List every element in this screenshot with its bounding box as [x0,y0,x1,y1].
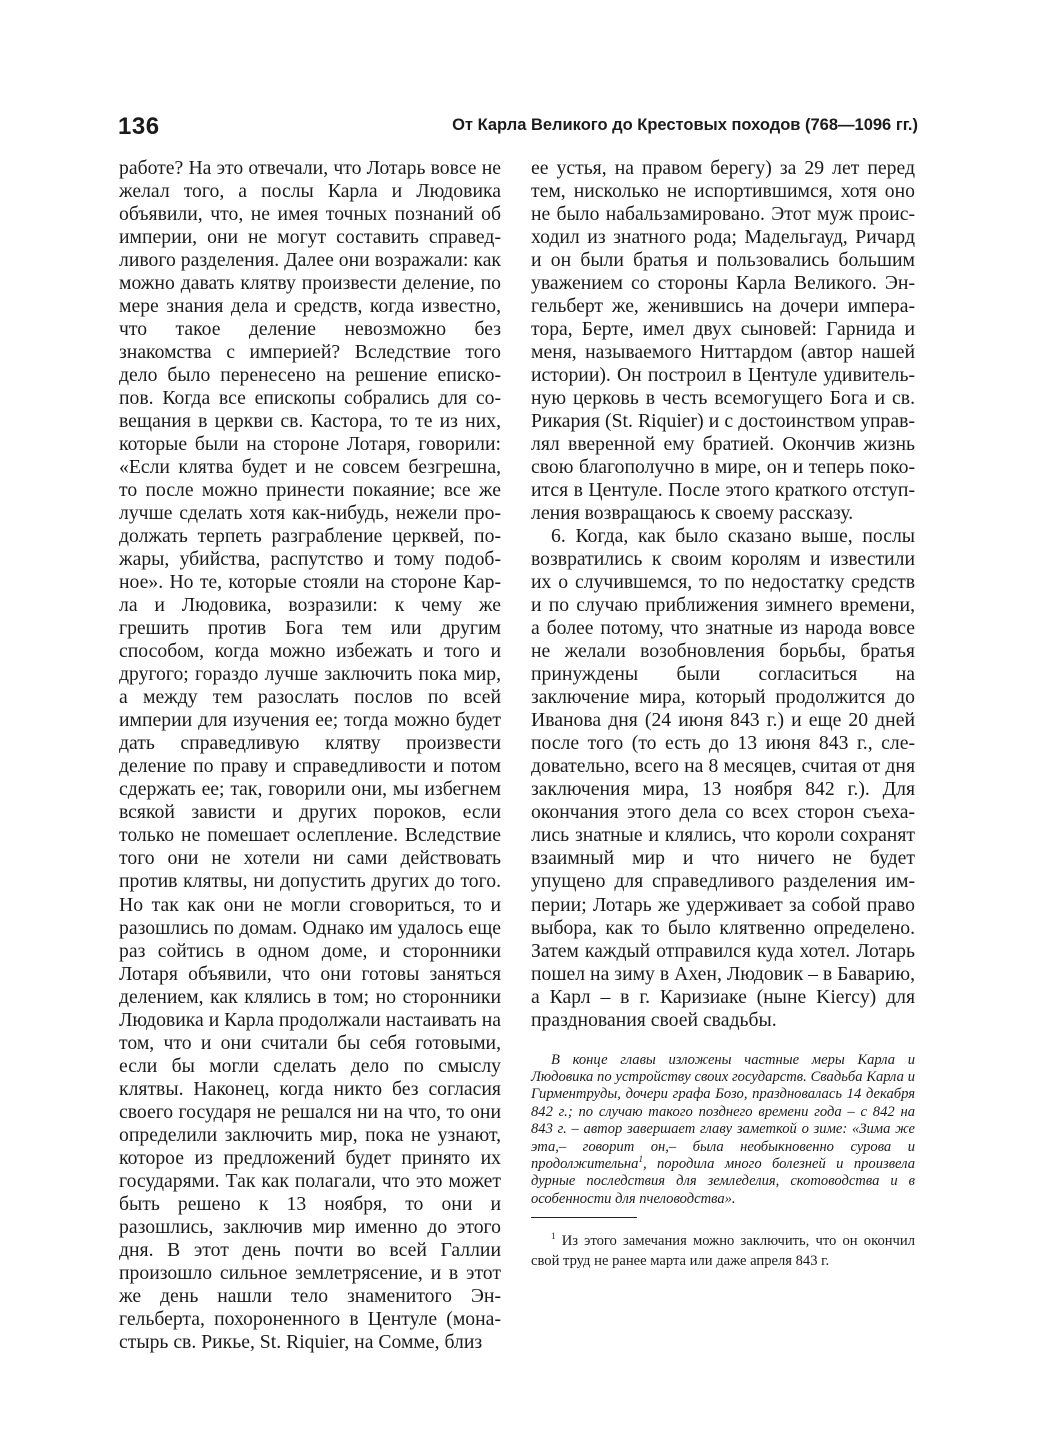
page-header [0,0,1062,150]
summary-text: В конце главы изложены частные меры Карла и Людовика по устройству своих государств. Свадьба Карла и Гирментруды, дочери графа Бозо, праздновалась 14 декабря 842 г.; по случаю такого позднего времени года – с 842 на 843 г. – автор завершает главу заметкой о зиме: «Зима же эта,– говорит он,– была необыкновенно сурова и продолжительна [531,1051,915,1173]
footnote [531,1232,915,1271]
footnote-divider [531,1217,637,1218]
footnote-ref[interactable]: 1 [638,1154,643,1165]
left-column [119,157,501,1354]
summary-text-end: , породила много болезней и произвела дурные последствия для земледелия, скотоводства и в особенности для пчеловодства». [531,1156,915,1207]
running-title: От Карла Великого до Крестовых походов (768—1096 гг.) [452,116,918,134]
footnote-text: Из этого замечания можно заключить, что он окончил свой труд не ранее марта или даже апреля 843 г. [531,1233,915,1269]
footnote-marker: 1 [551,1231,556,1242]
chapter-summary [531,1052,915,1209]
body-paragraph: работе? На это отвечали, что Лотарь вовсе не желал того, а послы Карла и Людовика объявили, что, не имея точных познаний об империи, они не могут составить справедливого разделения. Далее они возражали: как можно давать клятву произвести деление, по мере знания дела и средств, когда известно, что такое деление невозможно без знакомства с империей? Вследствие того дело было перенесено на решение епископов. Когда все епископы собрались для совещания в церкви св. Кастора, то те из них, которые были на стороне Лотаря, говорили: «Если клятва будет и не совсем безгрешна, то после можно принести покаяние; все же лучше сделать хотя как-нибудь, нежели продолжать терпеть разграбление церквей, пожары, убийства, распутство и тому подобное». Но те, которые стояли на стороне Карла и Людовика, возразили: к чему же грешить против Бога тем или другим способом, когда можно избежать и того и другого; гораздо лучше заключить пока мир, а между тем разослать послов по всей империи для изучения ее; тогда можно будет дать справедливую клятву произвести деление по праву и справедливости и потом сдержать ее; так, говорили они, мы избегнем всякой зависти и других пороков, если только не помешает ослепление. Вследствие того они не хотели ни сами действовать против клятвы, ни допустить других до того. Но так как они не могли сговориться, то и разошлись по домам. Однако им удалось еще раз сойтись в одном доме, и сторонники Лотаря объявили, что они готовы заняться делением, как клялись в том; но сторонники Людовика и Карла продолжали настаивать на том, что и они считали бы себя готовыми, если бы могли сделать дело по смыслу клятвы. Наконец, когда никто без согласия своего государя не решался ни на что, то они определили заключить мир, пока не узнают, которое из предложений будет принято их государями. Так как полагали, что это может быть решено к 13 ноября, то они и разошлись, заключив мир именно до этого дня. В этот день почти во всей Галлии произошло сильное землетрясение, и в этот же день нашли тело знаменитого Энгельберта, похороненного в Центуле (монастырь св. Рикье, St. Riquier, на Сомме, близ [119,157,501,1353]
body-paragraph: ее устья, на правом берегу) за 29 лет перед тем, нисколько не испортившимся, хотя оно не было набальзамировано. Этот муж происходил из знатного рода; Мадельгауд, Ричард и он были братья и пользовались большим уважением со стороны Карла Великого. Энгельберт же, женившись на дочери императора, Берте, имел двух сыновей: Гарнида и меня, называемого Ниттардом (автор нашей истории). Он построил в Центуле удивительную церковь в честь всемогущего Бога и св. Рикария (St. Riquier) и с достоинством управлял вверенной ему братией. Окончив жизнь свою благополучно в мире, он и теперь покоится в Центуле. После этого краткого отступления возвращаюсь к своему рассказу. [531,157,915,525]
body-paragraph-section-6: 6. Когда, как было сказано выше, послы возвратились к своим королям и известили их о случившемся, то по недостатку средств и по случаю приближения зимнего времени, а более потому, что знатные из народа вовсе не желали возобновления борьбы, братья принуждены были согласиться на заключение мира, который продолжится до Иванова дня (24 июня 843 г.) и еще 20 дней после того (то есть до 13 июня 843 г., следовательно, всего на 8 месяцев, считая от дня заключения мира, 13 ноября 842 г.). Для окончания этого дела со всех сторон съехались знатные и клялись, что короли сохранят взаимный мир и что ничего не будет упущено для справедливого разделения империи; Лотарь же удерживает за собой право выбора, как то было клятвенно определено. Затем каждый отправился куда хотел. Лотарь пошел на зиму в Ахен, Людовик – в Баварию, а Карл – в г. Каризиаке (ныне Kiercy) для празднования своей свадьбы. [531,525,915,1031]
page-number: 136 [118,113,160,140]
right-column [531,157,915,1271]
